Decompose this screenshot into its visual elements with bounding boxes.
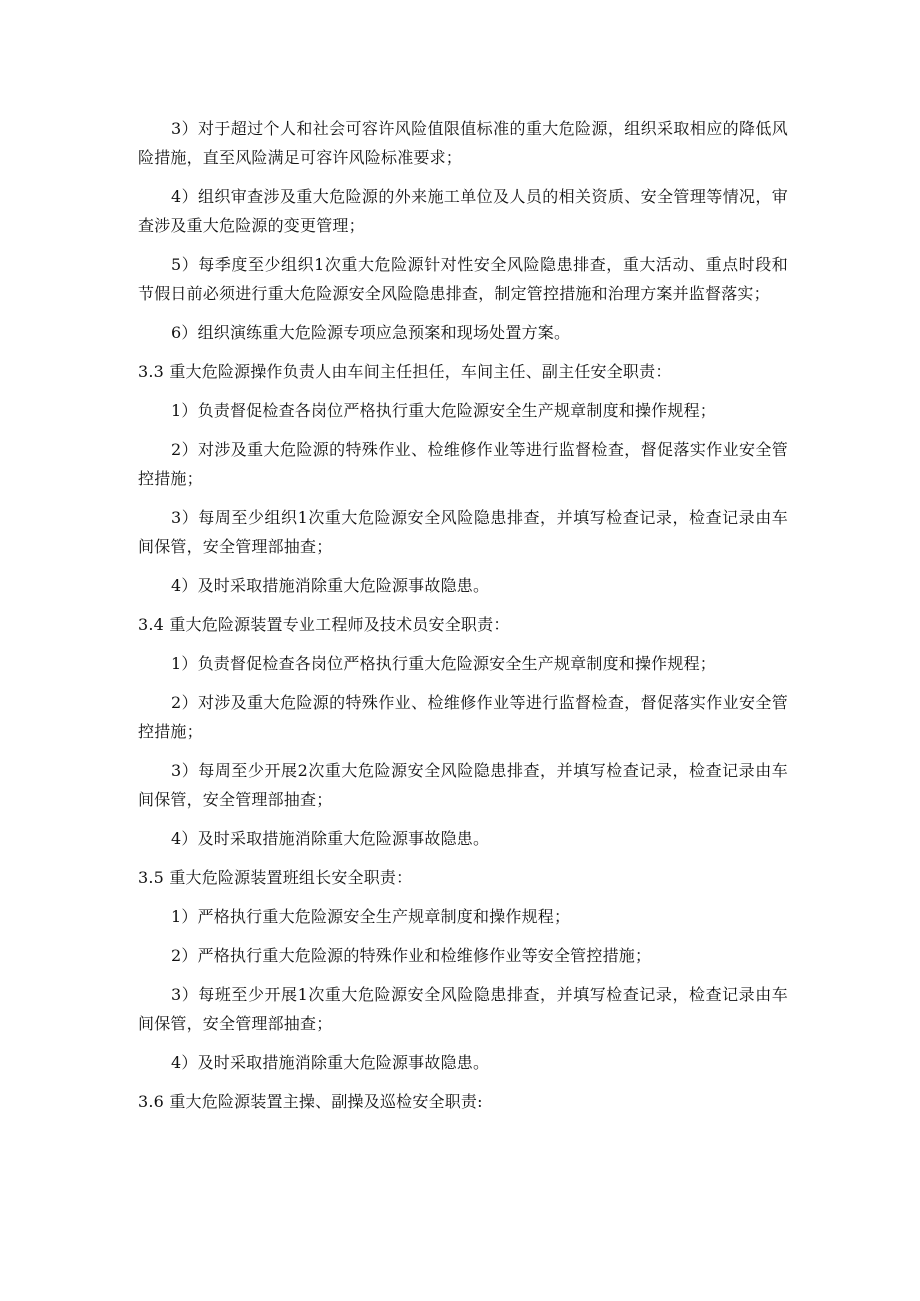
- document-body: [138, 114, 788, 1126]
- section-heading: 3.4 重大危险源装置专业工程师及技术员安全职责：: [138, 615, 510, 634]
- duty-item: 4）及时采取措施消除重大危险源事故隐患。: [171, 576, 490, 595]
- duty-item: 2）对涉及重大危险源的特殊作业、检维修作业等进行监督检查，督促落实作业安全管控措施；: [138, 693, 788, 741]
- duty-item: 4）组织审查涉及重大危险源的外来施工单位及人员的相关资质、安全管理等情况，审查涉及重大危险源的变更管理；: [138, 187, 788, 235]
- duty-item: 3）每周至少组织1次重大危险源安全风险隐患排查，并填写检查记录，检查记录由车间保管，安全管理部抽查；: [138, 508, 788, 556]
- duty-item: 4）及时采取措施消除重大危险源事故隐患。: [171, 1053, 490, 1072]
- section-heading: 3.3 重大危险源操作负责人由车间主任担任，车间主任、副主任安全职责：: [138, 362, 672, 381]
- duty-item: 1）负责督促检查各岗位严格执行重大危险源安全生产规章制度和操作规程；: [171, 401, 716, 420]
- duty-item: 2）严格执行重大危险源的特殊作业和检维修作业等安全管控措施；: [171, 946, 652, 965]
- duty-item: 6）组织演练重大危险源专项应急预案和现场处置方案。: [171, 323, 571, 342]
- duty-item: 3）每周至少开展2次重大危险源安全风险隐患排查，并填写检查记录，检查记录由车间保管，安全管理部抽查；: [138, 761, 788, 809]
- duty-item: 4）及时采取措施消除重大危险源事故隐患。: [171, 829, 490, 848]
- duty-item: 1）严格执行重大危险源安全生产规章制度和操作规程；: [171, 907, 571, 926]
- duty-item: 1）负责督促检查各岗位严格执行重大危险源安全生产规章制度和操作规程；: [171, 654, 716, 673]
- duty-item: 2）对涉及重大危险源的特殊作业、检维修作业等进行监督检查，督促落实作业安全管控措施；: [138, 440, 788, 488]
- duty-item: 3）对于超过个人和社会可容许风险值限值标准的重大危险源，组织采取相应的降低风险措施，直至风险满足可容许风险标准要求；: [138, 119, 788, 167]
- duty-item: 3）每班至少开展1次重大危险源安全风险隐患排查，并填写检查记录，检查记录由车间保管，安全管理部抽查；: [138, 985, 788, 1033]
- section-heading: 3.5 重大危险源装置班组长安全职责：: [138, 868, 413, 887]
- section-heading: 3.6 重大危险源装置主操、副操及巡检安全职责:: [138, 1092, 483, 1111]
- duty-item: 5）每季度至少组织1次重大危险源针对性安全风险隐患排查，重大活动、重点时段和节假日前必须进行重大危险源安全风险隐患排查，制定管控措施和治理方案并监督落实；: [138, 255, 788, 303]
